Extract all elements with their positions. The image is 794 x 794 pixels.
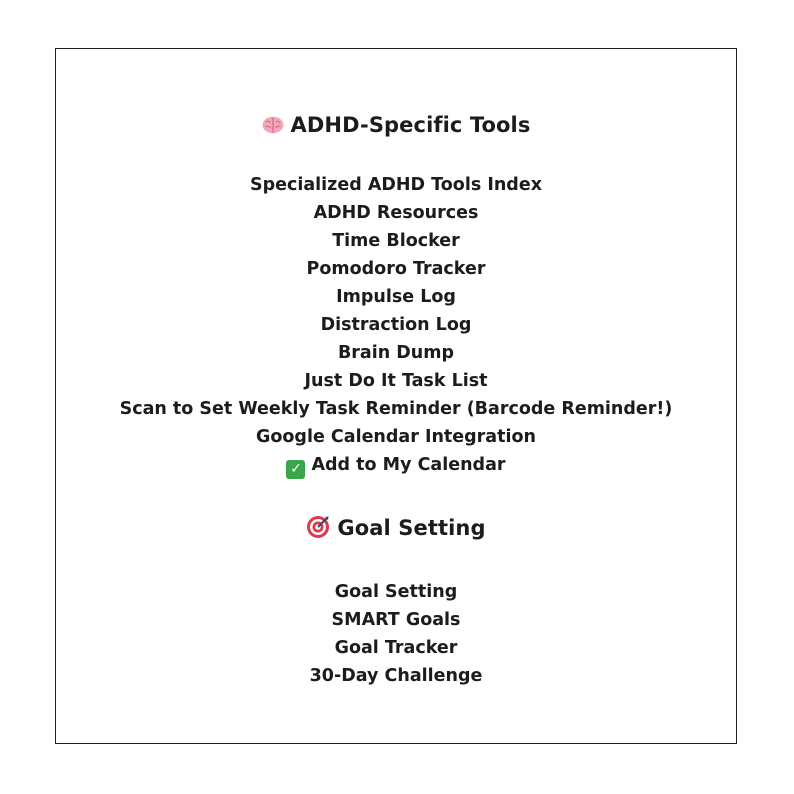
section-title-adhd-tools bbox=[56, 113, 736, 137]
link-add-to-my-calendar[interactable] bbox=[56, 451, 736, 479]
content-frame bbox=[55, 48, 737, 744]
link-brain-dump[interactable]: Brain Dump bbox=[337, 343, 455, 363]
link-specialized-adhd-tools-index[interactable]: Specialized ADHD Tools Index bbox=[249, 175, 542, 195]
link-pomodoro-tracker[interactable]: Pomodoro Tracker bbox=[306, 259, 486, 279]
brain-icon bbox=[262, 116, 284, 134]
link-goal-setting[interactable]: Goal Setting bbox=[334, 582, 458, 602]
link-time-blocker[interactable]: Time Blocker bbox=[332, 231, 460, 251]
section-title-adhd-tools-text: ADHD-Specific Tools bbox=[290, 113, 531, 137]
link-just-do-it-task-list[interactable]: Just Do It Task List bbox=[304, 371, 488, 391]
section-title-goal-setting bbox=[56, 515, 736, 540]
link-impulse-log[interactable]: Impulse Log bbox=[336, 287, 456, 307]
link-smart-goals[interactable]: SMART Goals bbox=[331, 610, 461, 630]
adhd-tools-list bbox=[56, 171, 736, 479]
link-scan-weekly-task-reminder[interactable]: Scan to Set Weekly Task Reminder (Barcode Reminder!) bbox=[119, 399, 673, 419]
goal-setting-list bbox=[56, 578, 736, 690]
link-goal-tracker[interactable]: Goal Tracker bbox=[334, 638, 458, 658]
link-add-to-my-calendar-label: Add to My Calendar bbox=[311, 455, 506, 475]
link-30-day-challenge[interactable]: 30-Day Challenge bbox=[309, 666, 483, 686]
link-google-calendar-integration[interactable]: Google Calendar Integration bbox=[256, 427, 536, 447]
section-title-goal-setting-text: Goal Setting bbox=[337, 516, 486, 540]
link-distraction-log[interactable]: Distraction Log bbox=[320, 315, 472, 335]
link-adhd-resources[interactable]: ADHD Resources bbox=[313, 203, 479, 223]
check-mark-icon: ✓ bbox=[286, 460, 305, 479]
target-icon bbox=[306, 515, 330, 539]
